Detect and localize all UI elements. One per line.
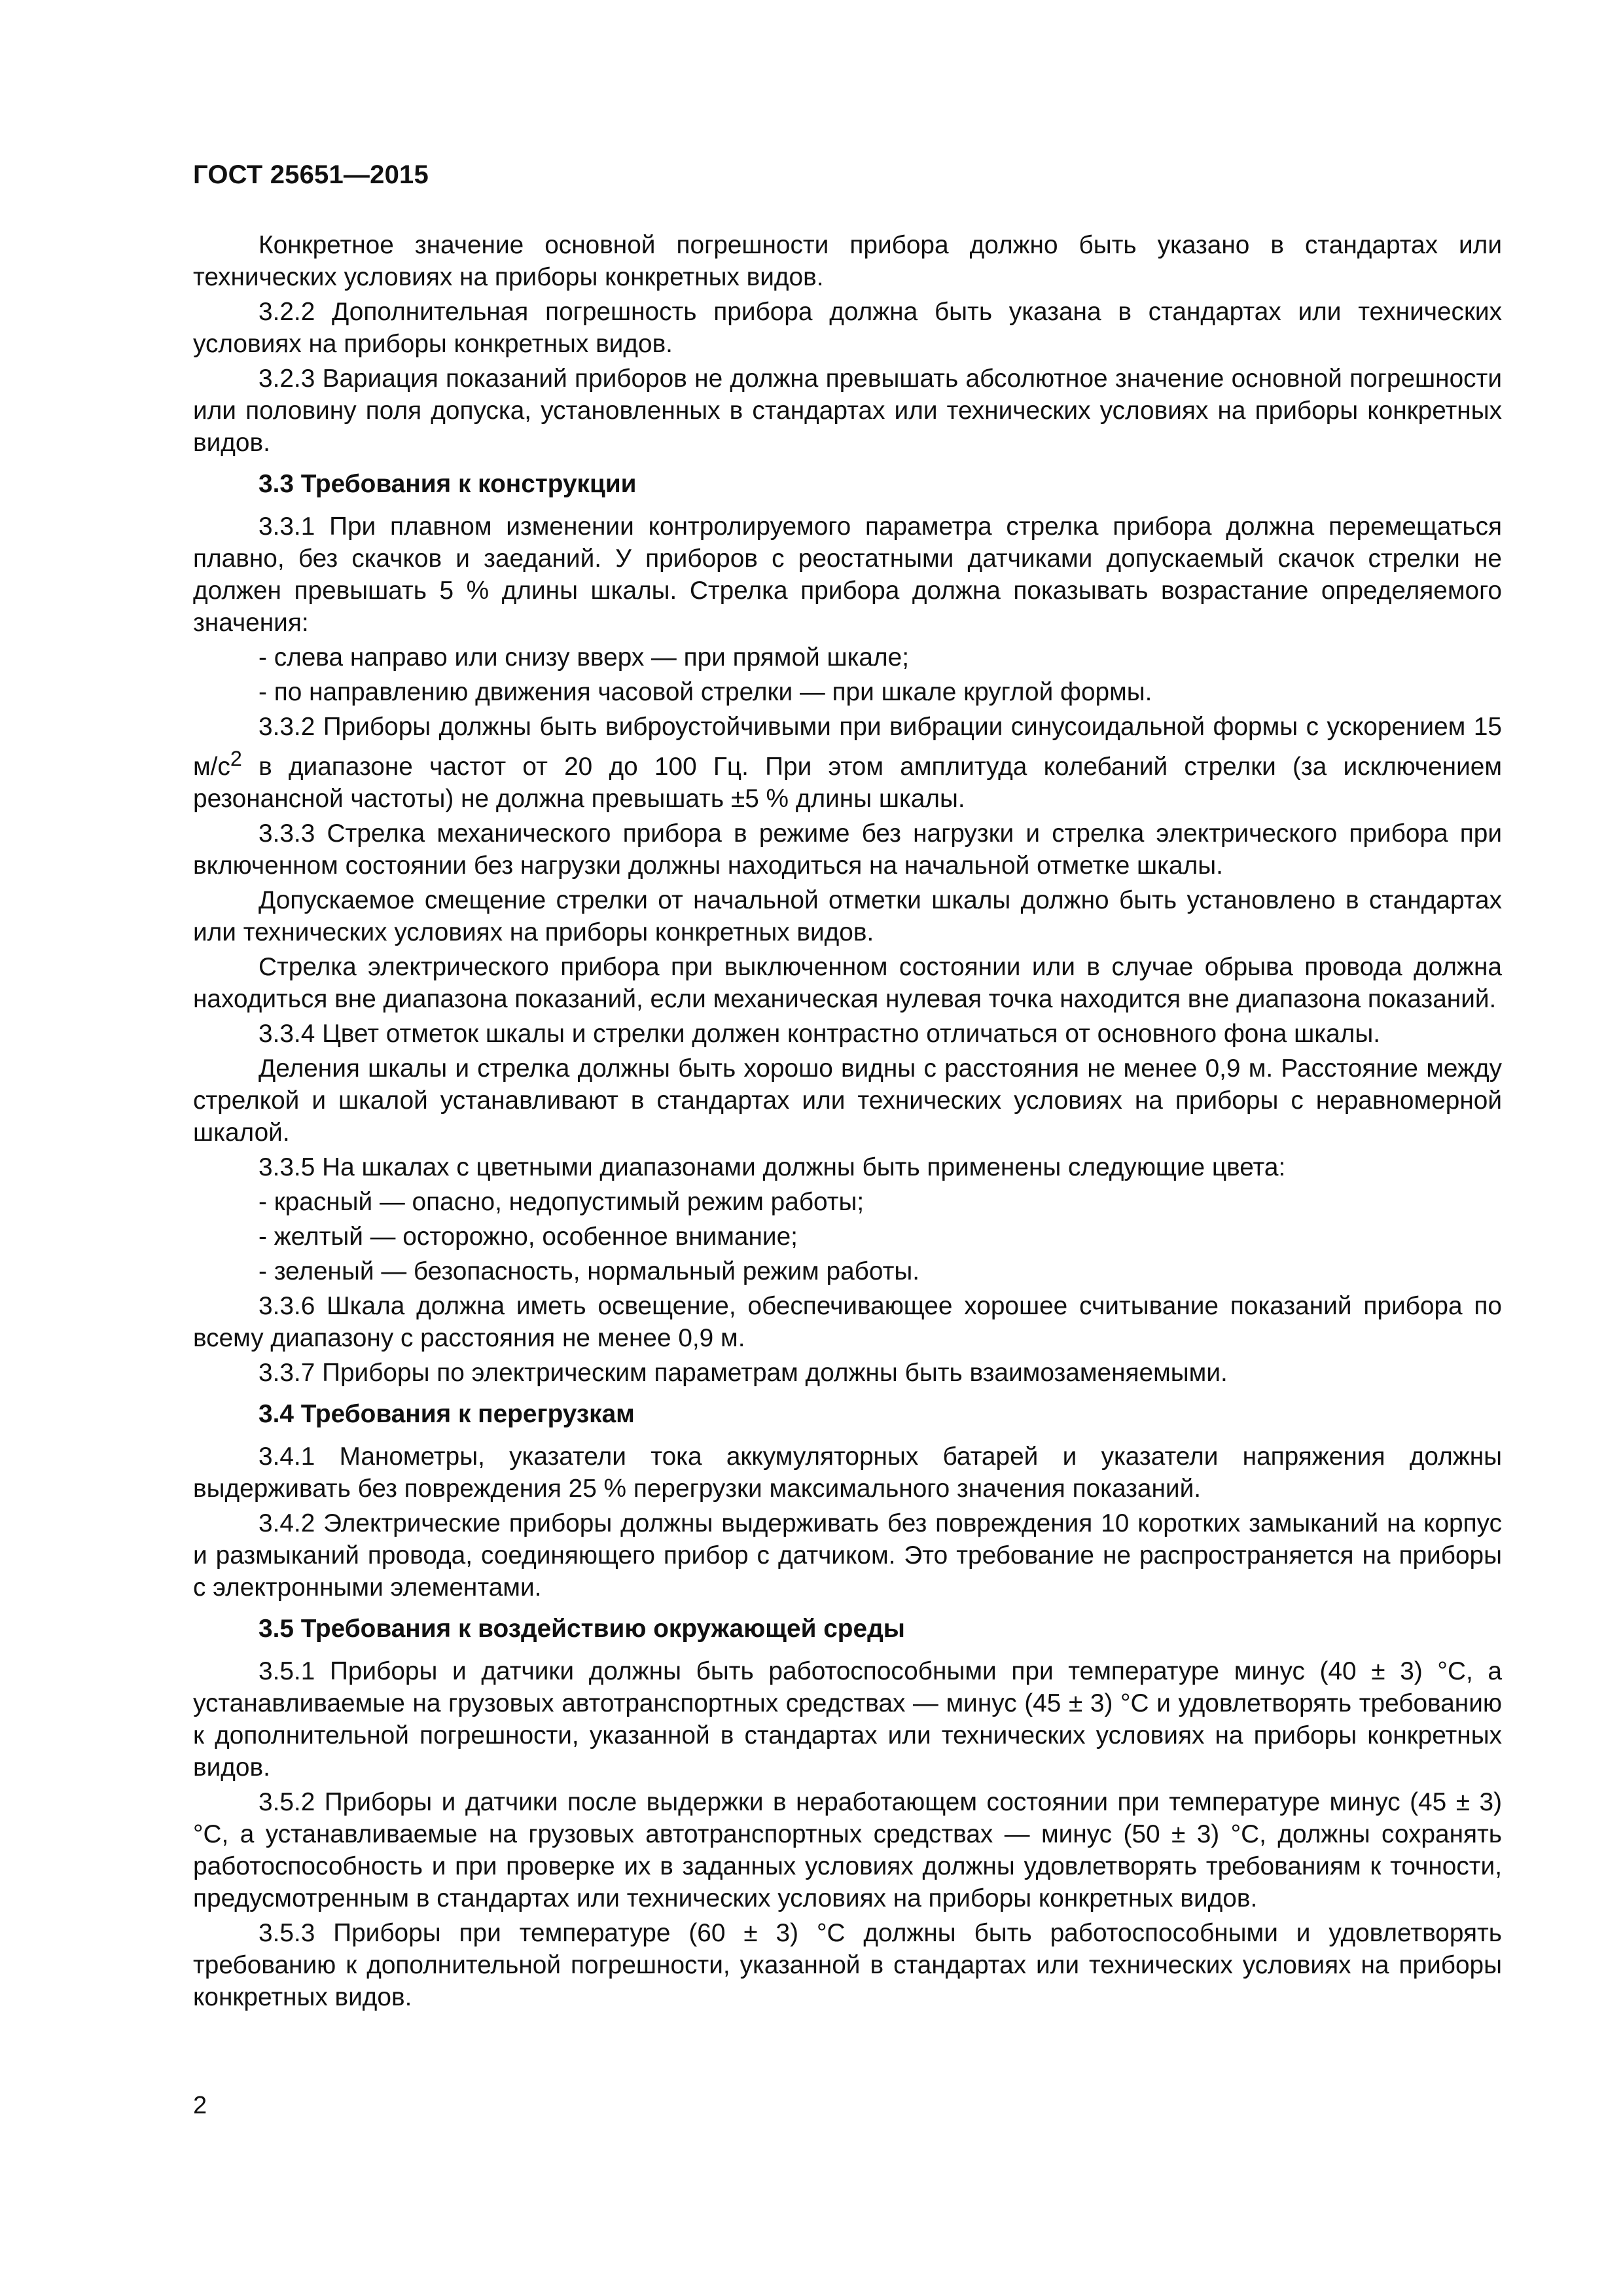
superscript: 2: [230, 747, 242, 770]
document-header: ГОСТ 25651—2015: [193, 160, 429, 189]
page-number: 2: [193, 2092, 207, 2119]
paragraph-3-4-2: 3.4.2 Электрические приборы должны выдерживать без повреждения 10 коротких замыканий на корпус и размыканий провода, соединяющего прибор с датчиком. Это требование не распространяется на приборы с электронными элементами.: [193, 1509, 1502, 1602]
section-heading-3-5: 3.5 Требования к воздействию окружающей среды: [259, 1614, 905, 1643]
paragraph-3-3-6: 3.3.6 Шкала должна иметь освещение, обеспечивающее хорошее считывание показаний прибора по всему диапазону с расстояния не менее 0,9 м.: [193, 1291, 1502, 1352]
paragraph-3-3-7: 3.3.7 Приборы по электрическим параметрам должны быть взаимозаменяемыми.: [259, 1358, 1228, 1387]
paragraph-3-5-2: 3.5.2 Приборы и датчики после выдержки в неработающем состоянии при температуре минус (45 ± 3) °С, а устанавливаемые на грузовых автотранспортных средствах — минус (50 ± 3) °С, должны сохранять работоспособность и при проверке их в заданных условиях должны удовлетворять требованиям к точности, предусмотренным в стандартах или технических условиях на приборы конкретных видов.: [193, 1787, 1502, 1912]
paragraph-3-3-5: 3.3.5 На шкалах с цветными диапазонами должны быть применены следующие цвета:: [259, 1153, 1286, 1181]
section-heading-3-3: 3.3 Требования к конструкции: [259, 470, 637, 498]
paragraph-3-3-3-c: Стрелка электрического прибора при выключенном состоянии или в случае обрыва провода должна находиться вне диапазона показаний, если механическая нулевая точка находится вне диапазона показаний.: [193, 952, 1502, 1013]
paragraph-3-3-4-b: Деления шкалы и стрелка должны быть хорошо видны с расстояния не менее 0,9 м. Расстояние между стрелкой и шкалой устанавливают в стандартах или технических условиях на приборы с неравномерной шкалой.: [193, 1054, 1502, 1147]
paragraph-3-5-3: 3.5.3 Приборы при температуре (60 ± 3) °С должны быть работоспособными и удовлетворять требованию к дополнительной погрешности, указанной в стандартах или технических условиях на приборы конкретных видов.: [193, 1918, 1502, 2011]
paragraph-3-3-3: 3.3.3 Стрелка механического прибора в режиме без нагрузки и стрелка электрического прибора при включенном состоянии без нагрузки должны находиться на начальной отметке шкалы.: [193, 819, 1502, 880]
list-item: - слева направо или снизу вверх — при прямой шкале;: [259, 643, 909, 672]
paragraph-3-3-2-text-end: в диапазоне частот от 20 до 100 Гц. При этом амплитуда колебаний стрелки (за исключением резонансной частоты) не должна превышать ±5 % длины шкалы.: [193, 752, 1502, 813]
list-item: - желтый — осторожно, особенное внимание;: [259, 1222, 798, 1251]
paragraph-3-2-3: 3.2.3 Вариация показаний приборов не должна превышать абсолютное значение основной погрешности или половину поля допуска, установленных в стандартах или технических условиях на приборы конкретных видов.: [193, 365, 1502, 457]
paragraph-3-3-4: 3.3.4 Цвет отметок шкалы и стрелки должен контрастно отличаться от основного фона шкалы.: [259, 1019, 1380, 1048]
paragraph-3-3-3-b: Допускаемое смещение стрелки от начальной отметки шкалы должно быть установлено в стандартах или технических условиях на приборы конкретных видов.: [193, 886, 1502, 946]
paragraph-3-4-1: 3.4.1 Манометры, указатели тока аккумуляторных батарей и указатели напряжения должны выдерживать без повреждения 25 % перегрузки максимального значения показаний.: [193, 1442, 1502, 1503]
document-body: [193, 229, 1502, 2016]
paragraph-3-3-2: [193, 711, 1502, 815]
paragraph-intro: Конкретное значение основной погрешности прибора должно быть указано в стандартах или технических условиях на приборы конкретных видов.: [193, 231, 1502, 291]
list-item: - красный — опасно, недопустимый режим работы;: [259, 1187, 865, 1216]
section-heading-3-4: 3.4 Требования к перегрузкам: [259, 1399, 635, 1428]
paragraph-3-5-1: 3.5.1 Приборы и датчики должны быть работоспособными при температуре минус (40 ± 3) °С, а устанавливаемые на грузовых автотранспортных средствах — минус (45 ± 3) °С и удовлетворять требованию к дополнительной погрешности, указанной в стандартах или технических условиях на приборы конкретных видов.: [193, 1657, 1502, 1782]
paragraph-3-2-2: 3.2.2 Дополнительная погрешность прибора должна быть указана в стандартах или технических условиях на приборы конкретных видов.: [193, 298, 1502, 358]
list-item: - зеленый — безопасность, нормальный режим работы.: [259, 1257, 920, 1285]
list-item: - по направлению движения часовой стрелки — при шкале круглой формы.: [259, 678, 1152, 706]
paragraph-3-3-1: 3.3.1 При плавном изменении контролируемого параметра стрелка прибора должна перемещаться плавно, без скачков и заеданий. У приборов с реостатными датчиками допускаемый скачок стрелки не должен превышать 5 % длины шкалы. Стрелка прибора должна показывать возрастание определяемого значения:: [193, 512, 1502, 637]
paragraph-3-3-2-text: 3.3.2 Приборы должны быть виброустойчивыми при вибрации синусоидальной формы с ускорением 15 м/с: [193, 713, 1502, 781]
